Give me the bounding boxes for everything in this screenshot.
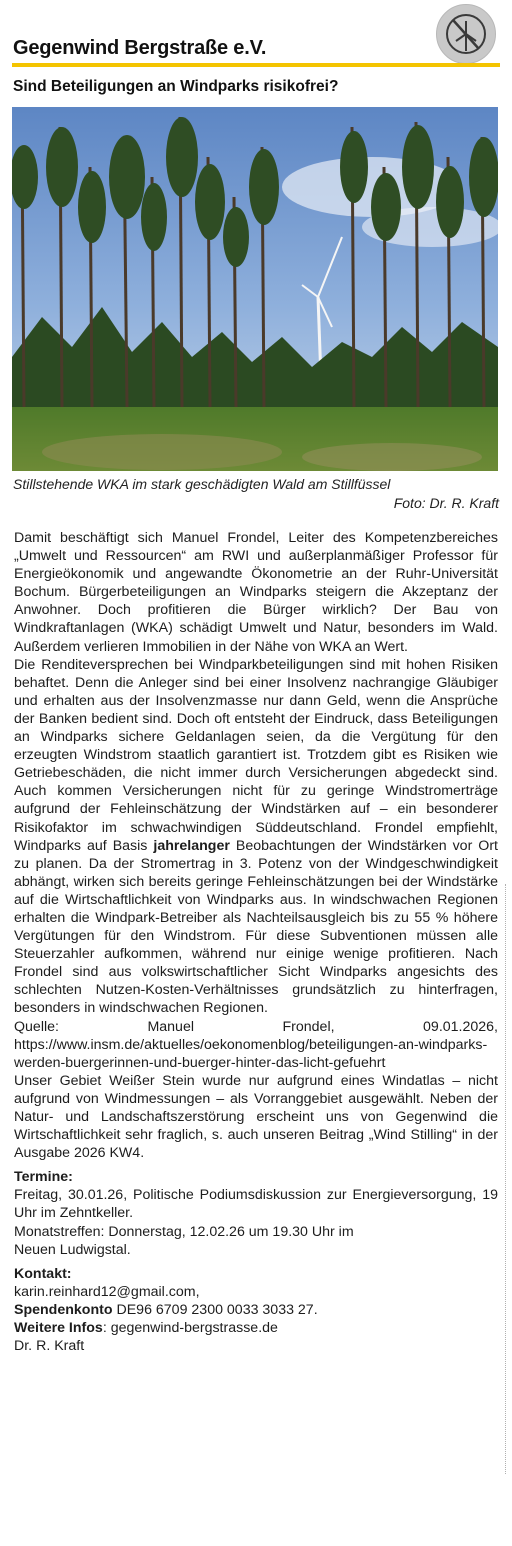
- emphasis-jahrelanger: jahrelanger: [153, 837, 230, 854]
- source-citation: Quelle: Manuel Frondel, 09.01.2026, https://www.insm.de/aktuelles/oekonomenblog/beteiligungen-an-windparks-werden-buergerinnen-und-buerger-hinter-das-licht-gefuehrt: [14, 1018, 498, 1071]
- org-name: Gegenwind Bergstraße e.V.: [13, 37, 267, 59]
- photo-caption: Stillstehende WKA im stark geschädigten Wald am Stillfüssel: [13, 476, 391, 492]
- termine-item2-line2: Neuen Ludwigstal.: [14, 1241, 131, 1258]
- infos-link[interactable]: : gegenwind-bergstrasse.de: [102, 1320, 278, 1337]
- paragraph-intro: Damit beschäftigt sich Manuel Frondel, Leiter des Kompetenzbereiches „Umwelt und Ressourcen“ am RWI und außerplanmäßiger Professor für Energieökonomik und angewandte Ökonometrie an der Ruhr-Universität Bochum. Bürgerbeteiligungen an Windparks steigern die Akzeptanz der Anwohner. Doch profitieren die Bürger wirklich? Der Bau von Windkraftanlagen (WKA) schädigt Umwelt und Natur, besonders im Wald. Außerdem verlieren Immobilien in der Nähe von WKA an Wert.: [14, 530, 498, 655]
- spendenkonto-label: Spendenkonto: [14, 1301, 113, 1318]
- paragraph-risks-part2: Beobachtungen der Windstärken vor Ort zu planen. Da der Stromertrag in 3. Potenz von der Windgeschwindigkeit abhängt, wirken sich bereits geringe Fehleinschätzungen bei der Windstärke auf die Wirtschaftlichkeit von Windparks aus. In windschwachen Regionen erhalten die Windpark-Betreiber als Nachteilsausgleich bis zu 55 % höhere Vergütungen für den Windstrom. Für diese Subventionen müssen alle Steuerzahler aufkommen, während nur einige wenige profitieren. Nach Frondel sind aus volkswirtschaftlicher Sicht Windparks angesichts des schlechten Nutzen-Kosten-Verhältnisses grundsätzlich zu hinterfragen, besonders in windschwachen Regionen.: [14, 837, 498, 1017]
- termine-item2-line1: Monatstreffen: Donnerstag, 12.02.26 um 19.30 Uhr im: [14, 1223, 354, 1240]
- kontakt-email[interactable]: karin.reinhard12@gmail.com,: [14, 1283, 200, 1300]
- photo-credit: Foto: Dr. R. Kraft: [393, 495, 499, 511]
- photo-caption-block: [13, 475, 499, 513]
- infos-line: [14, 1319, 498, 1337]
- accent-rule: [12, 63, 500, 67]
- spendenkonto-value: DE96 6709 2300 0033 3033 27.: [112, 1301, 318, 1318]
- article-body: [14, 529, 498, 1355]
- paragraph-risks: [14, 656, 498, 1018]
- paragraph-risks-part1: Die Renditeversprechen bei Windparkbeteiligungen sind mit hohen Risiken behaftet. Denn die Anleger sind bei einer Insolvenz nachrangige Gläubiger und erhalten aus der Insolvenzmasse nur dann Geld, wenn die Ansprüche der Banken bedient sind. Doch oft entsteht der Eindruck, dass Beteiligungen an Windparks sichere Geldanlagen seien, da die Vergütung für den erzeugten Windstrom staatlich garantiert ist. Trotzdem gibt es Risiken wie Getriebeschäden, die nicht immer durch Versicherungen abgedeckt sind. Auch kommen Versicherungen nicht für zu geringe Windstromerträge aufgrund der Fehleinschätzung der Windstärken auf – ein besonderer Risikofaktor im schwachwindigen Süddeutschland. Frondel empfiehlt, Windparks auf Basis: [14, 656, 498, 854]
- article-headline: Sind Beteiligungen an Windparks risikofrei?: [13, 78, 339, 95]
- kontakt-heading: Kontakt:: [14, 1265, 72, 1282]
- signature: Dr. R. Kraft: [14, 1338, 85, 1355]
- column-divider: [505, 884, 506, 1474]
- forest-wind-turbine-photo: [12, 107, 498, 471]
- infos-label: Weitere Infos: [14, 1320, 103, 1337]
- spendenkonto-line: [14, 1301, 498, 1319]
- termine-item-podium: Freitag, 30.01.26, Politische Podiumsdiskussion zur Energieversorgung, 19 Uhr im Zehntkeller.: [14, 1187, 498, 1222]
- wind-turbine-crossed-logo-icon: [436, 4, 496, 64]
- termine-item-monatstreffen: [14, 1223, 498, 1259]
- paragraph-local: Unser Gebiet Weißer Stein wurde nur aufgrund eines Windatlas – nicht aufgrund von Windmessungen – als Vorranggebiet ausgewählt. Neben der Natur- und Landschaftszerstörung erscheint uns von Gegenwind die Wirtschaftlichkeit sehr fraglich, s. auch unseren Beitrag „Wind Stilling“ in der Ausgabe 2026 KW4.: [14, 1072, 498, 1162]
- termine-heading: Termine:: [14, 1169, 73, 1186]
